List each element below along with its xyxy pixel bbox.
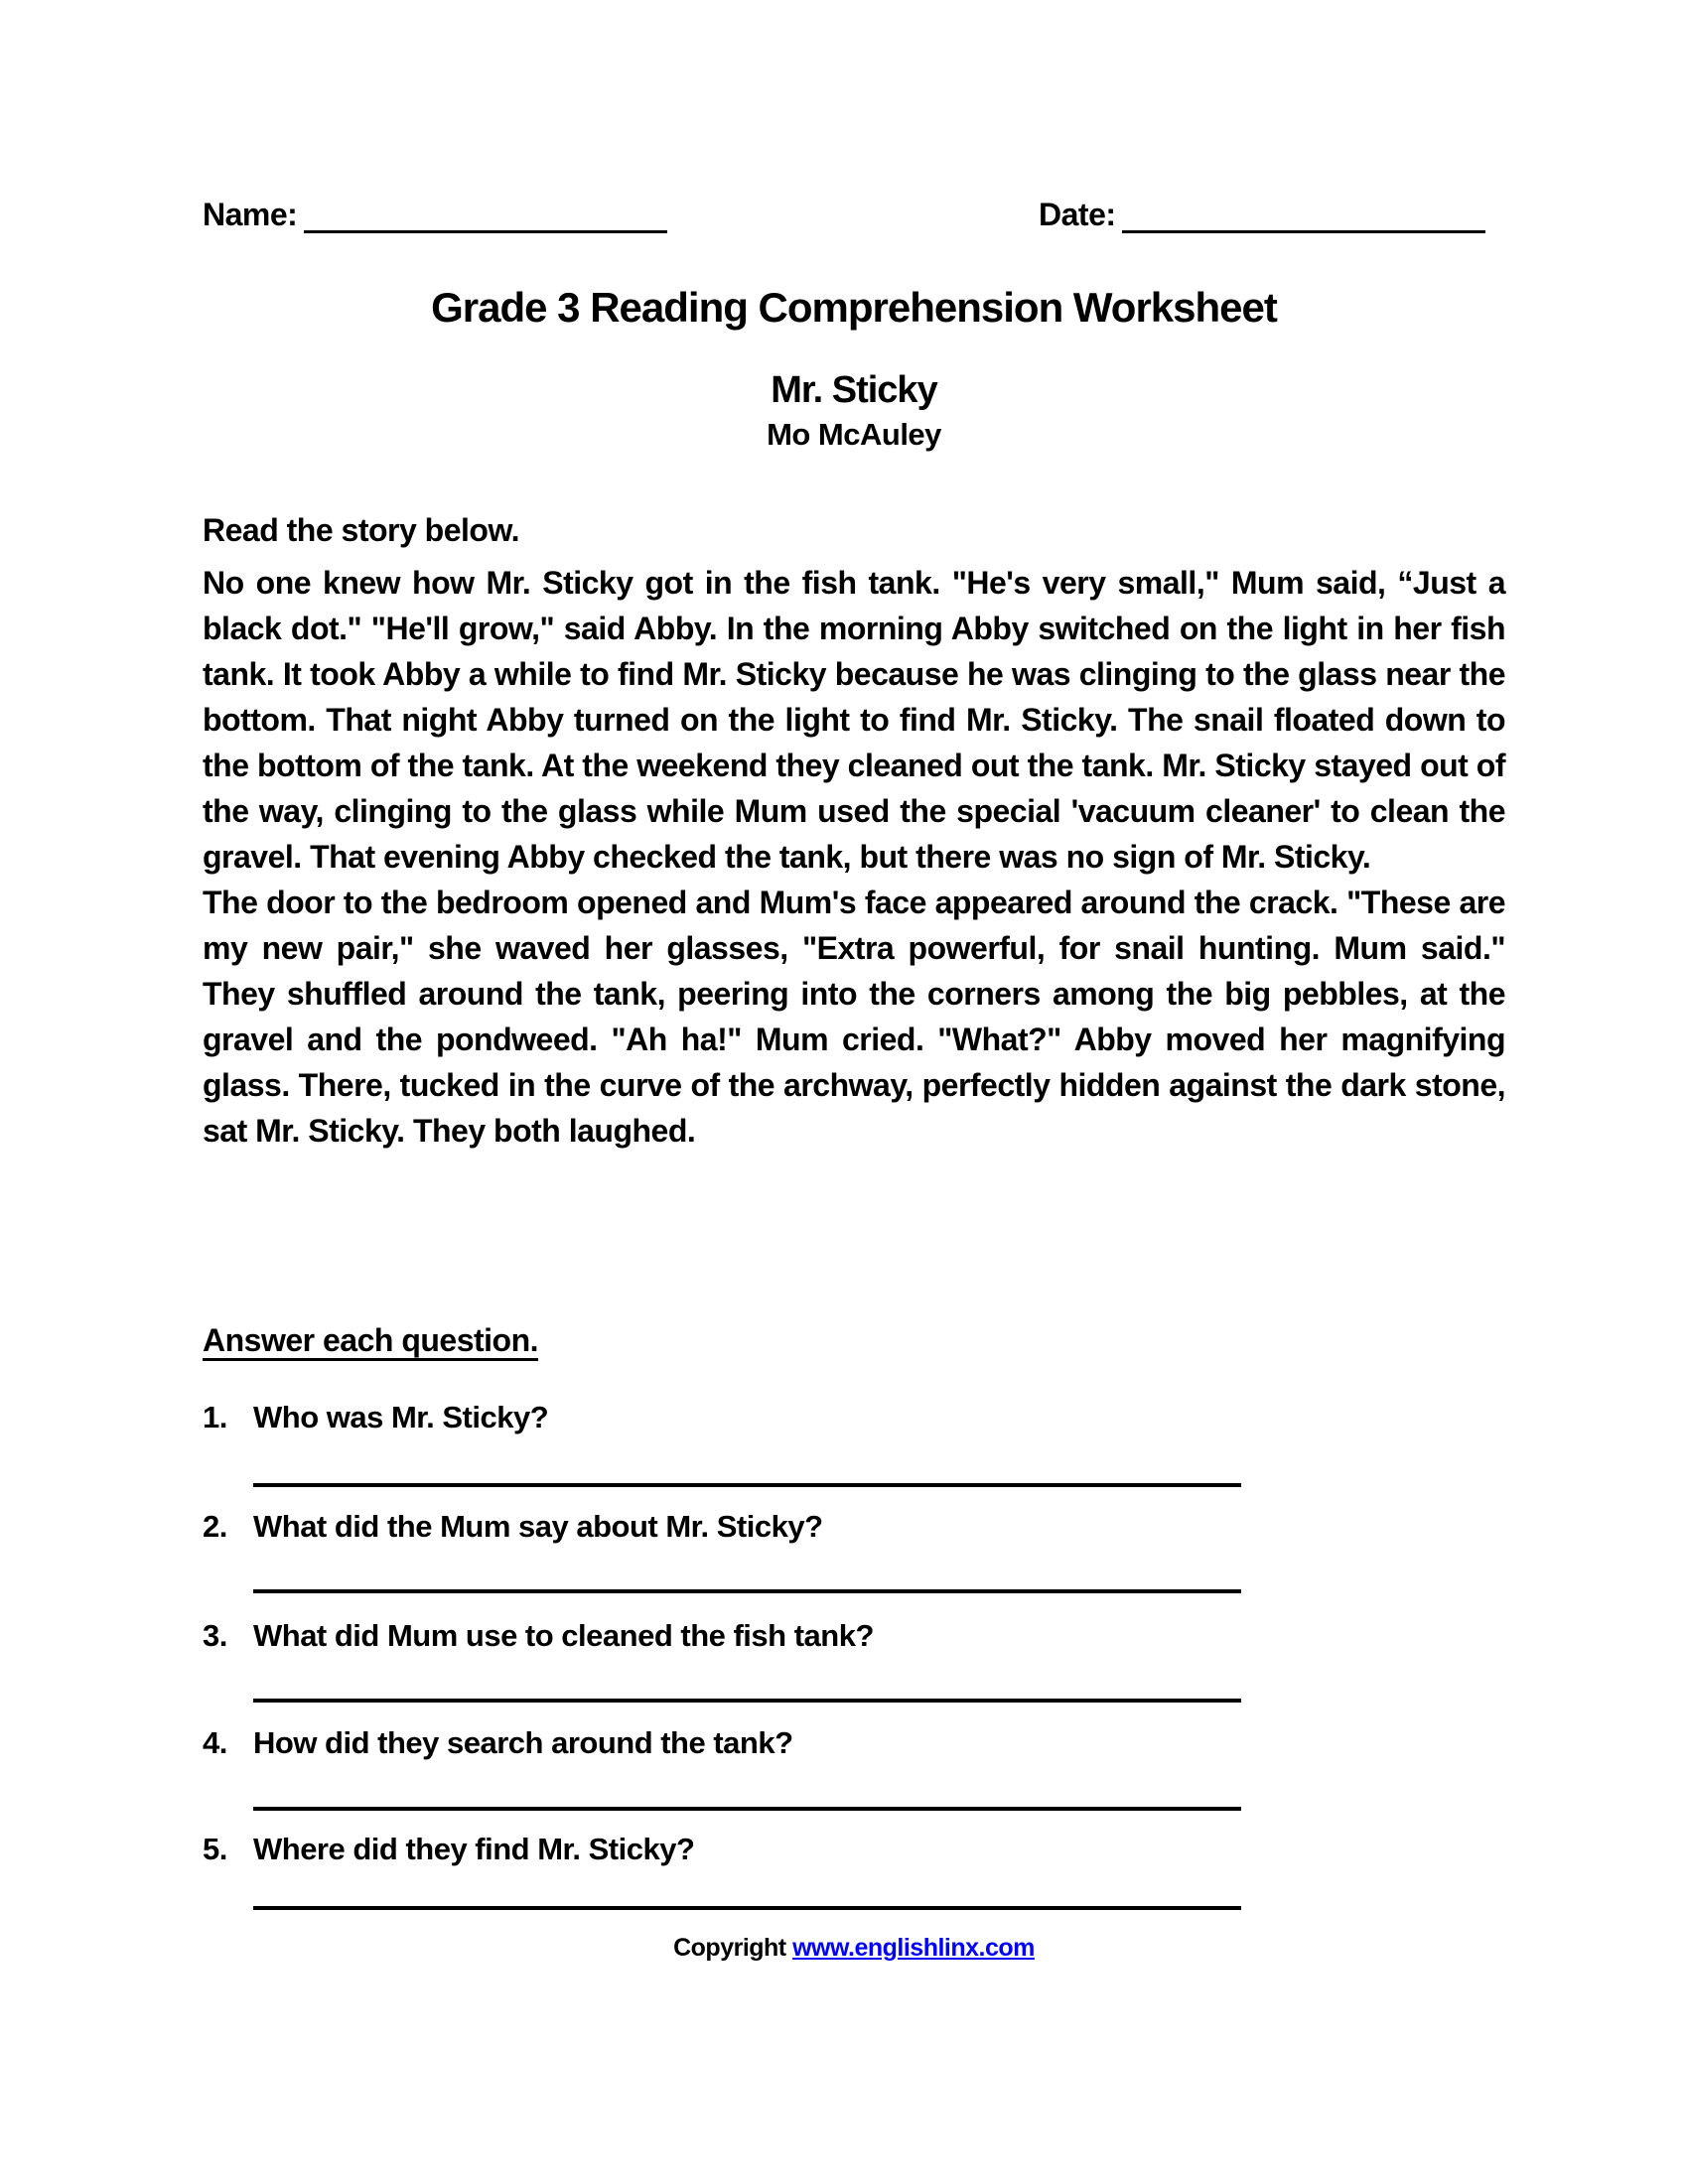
date-blank-line — [1122, 203, 1485, 233]
footer — [203, 1934, 1505, 1963]
question-item — [203, 1618, 1505, 1654]
copyright-label: Copyright — [673, 1934, 786, 1962]
story-paragraph: The door to the bedroom opened and Mum's face appeared around the crack. "These are my new pair," she waved her glasses, "Extra powerful, for snail hunting. Mum said." They shuffled around the tank, peering into the corners among the big pebbles, at the gravel and the pondweed. "Ah ha!" Mum cried. "What?" Abby moved her magnifying glass. There, tucked in the curve of the archway, perfectly hidden against the dark stone, sat Mr. Sticky. They both laughed. — [203, 885, 1505, 1149]
story-author: Mo McAuley — [767, 417, 941, 452]
question-number: 5. — [203, 1832, 227, 1866]
questions-heading: Answer each question. — [203, 1322, 539, 1358]
question-number: 4. — [203, 1725, 227, 1760]
name-blank-line — [304, 203, 667, 233]
story-text — [203, 560, 1505, 1154]
answer-line — [253, 1699, 1241, 1703]
answer-line — [253, 1906, 1241, 1910]
worksheet-title: Grade 3 Reading Comprehension Worksheet — [431, 284, 1277, 331]
question-text: Where did they find Mr. Sticky? — [253, 1832, 695, 1866]
question-text: How did they search around the tank? — [253, 1725, 793, 1760]
instructions-heading: Read the story below. — [203, 512, 520, 548]
story-paragraph: No one knew how Mr. Sticky got in the fish tank. "He's very small," Mum said, “Just a black dot." "He'll grow," said Abby. In the morning Abby switched on the light in her fish tank. It took Abby a while to find Mr. Sticky because he was clinging to the glass near the bottom. That night Abby turned on the light to find Mr. Sticky. The snail floated down to the bottom of the tank. At the weekend they cleaned out the tank. Mr. Sticky stayed out of the way, clinging to the glass while Mum used the special 'vacuum cleaner' to clean the gravel. That evening Abby checked the tank, but there was no sign of Mr. Sticky. — [203, 565, 1505, 875]
question-number: 1. — [203, 1400, 227, 1434]
question-text: What did Mum use to cleaned the fish tank? — [253, 1618, 874, 1653]
question-number: 3. — [203, 1618, 227, 1653]
question-text: What did the Mum say about Mr. Sticky? — [253, 1509, 823, 1544]
question-item — [203, 1400, 1505, 1435]
question-text: Who was Mr. Sticky? — [253, 1400, 549, 1434]
answer-line — [253, 1807, 1241, 1811]
answer-line — [253, 1589, 1241, 1593]
question-item — [203, 1509, 1505, 1545]
question-number: 2. — [203, 1509, 227, 1544]
answer-line — [253, 1483, 1241, 1487]
question-item — [203, 1832, 1505, 1867]
question-item — [203, 1725, 1505, 1761]
name-label: Name: — [203, 197, 298, 232]
date-label: Date: — [1039, 197, 1116, 232]
copyright-link[interactable]: www.englishlinx.com — [792, 1934, 1035, 1962]
story-title: Mr. Sticky — [771, 369, 937, 411]
